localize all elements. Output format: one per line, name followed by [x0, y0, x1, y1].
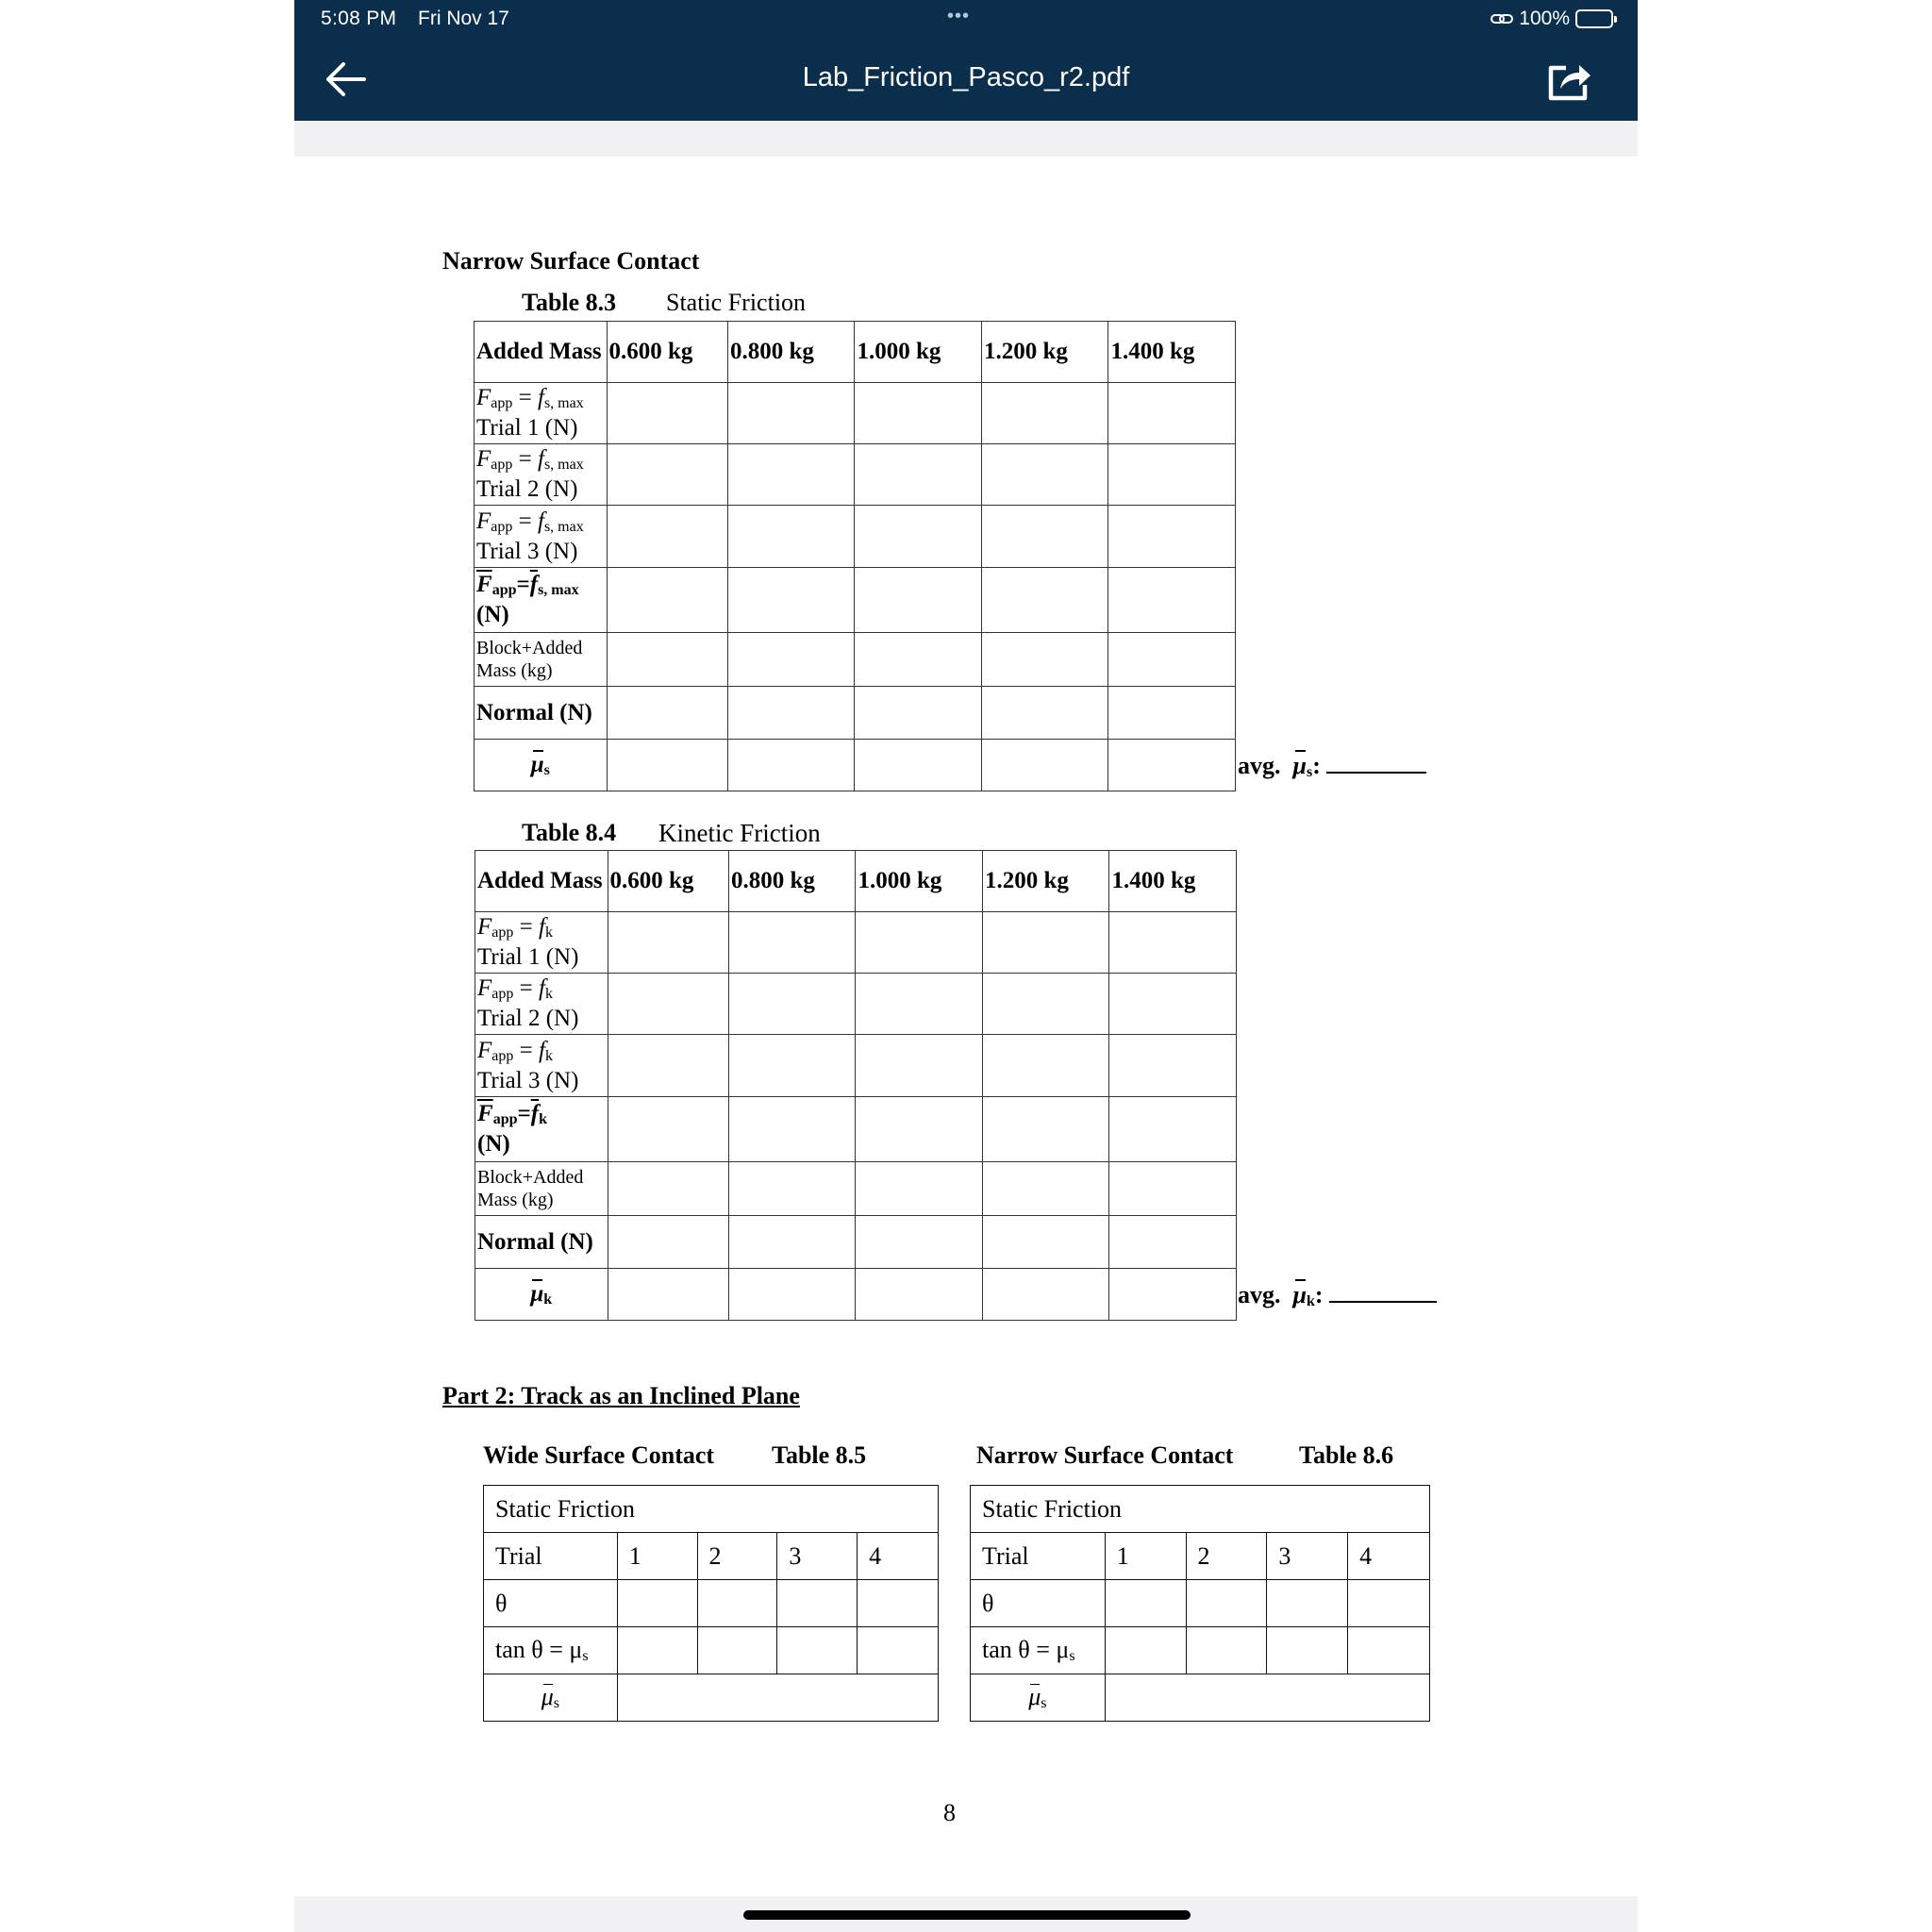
table86-trial-4: 4: [1348, 1533, 1430, 1580]
table83-cell[interactable]: [727, 383, 855, 444]
table84-cell[interactable]: [728, 1269, 856, 1321]
table86-mu-cell[interactable]: [1105, 1674, 1429, 1722]
table84-cell[interactable]: [856, 1216, 983, 1269]
pdf-viewer: [294, 0, 1638, 1932]
table83-cell[interactable]: [607, 633, 727, 687]
table84-cell[interactable]: [856, 974, 983, 1035]
table85-title: Static Friction: [484, 1486, 939, 1533]
table84-cell[interactable]: [1109, 974, 1237, 1035]
table86-theta-label: θ: [971, 1580, 1106, 1627]
table84-mass-3: 1.200 kg: [982, 851, 1109, 912]
status-battery-group: [1491, 8, 1613, 30]
table83-row-trial1: $F_{app} = f_{s, max}$ Trial 1 (N): [475, 383, 608, 444]
table83-cell[interactable]: [981, 506, 1108, 568]
toolbar-strip: [294, 121, 1638, 157]
table83-cell[interactable]: [981, 383, 1108, 444]
page-number: 8: [943, 1799, 956, 1826]
table84-average-label: avg. $\mu_k$:: [1238, 1281, 1437, 1310]
table86-mu-label: $\mu_s$: [971, 1674, 1106, 1722]
table84-cell[interactable]: [608, 1162, 728, 1216]
table86-tan-label: $\tan \theta = \mu_s$: [971, 1627, 1106, 1674]
table83-cell[interactable]: [607, 383, 727, 444]
table85-section: Wide Surface Contact: [483, 1441, 715, 1469]
table83-average-blank[interactable]: [1326, 770, 1426, 774]
table83-row-normal: Normal (N): [475, 687, 608, 740]
table83-mass-3: 1.200 kg: [981, 322, 1108, 383]
table83-cell[interactable]: [607, 444, 727, 506]
table83-row-trial3: $F_{app} = f_{s, max}$ Trial 3 (N): [475, 506, 608, 568]
table85-cell[interactable]: [617, 1580, 697, 1627]
table83-mass-4: 1.400 kg: [1108, 322, 1236, 383]
table83-cell[interactable]: [1108, 506, 1236, 568]
table83-cell[interactable]: [1108, 444, 1236, 506]
table83-cell[interactable]: [607, 568, 727, 633]
table86-cell[interactable]: [1348, 1627, 1430, 1674]
table84-cell[interactable]: [1109, 1269, 1237, 1321]
table84-row-mu: $\mu_k$: [475, 1269, 608, 1321]
table84-corner: Added Mass: [475, 851, 608, 912]
table83-cell[interactable]: [855, 740, 982, 791]
table84-cell[interactable]: [608, 912, 728, 974]
table83-mass-2: 1.000 kg: [855, 322, 982, 383]
table84-label: Table 8.4: [522, 819, 617, 846]
table85-trial-3: 3: [777, 1533, 858, 1580]
table85-tan-label: $\tan \theta = \mu_s$: [484, 1627, 618, 1674]
table83-cell[interactable]: [727, 568, 855, 633]
table83-cell[interactable]: [727, 687, 855, 740]
table83-cell[interactable]: [981, 633, 1108, 687]
table84-mass-0: 0.600 kg: [608, 851, 728, 912]
table85-mu-label: $\mu_s$: [484, 1674, 618, 1722]
table84-cell[interactable]: [856, 1035, 983, 1097]
table85-cell[interactable]: [617, 1627, 697, 1674]
table84-cell[interactable]: [1109, 1097, 1237, 1162]
table84-cell[interactable]: [608, 1035, 728, 1097]
home-indicator[interactable]: [743, 1910, 1191, 1920]
table83-cell[interactable]: [727, 633, 855, 687]
table84-cell[interactable]: [1109, 1216, 1237, 1269]
table84-row-block-mass: Block+Added Mass (kg): [475, 1162, 608, 1216]
table86-cell[interactable]: [1105, 1627, 1186, 1674]
table83-cell[interactable]: [1108, 633, 1236, 687]
table86-cell[interactable]: [1267, 1580, 1348, 1627]
table83-cell[interactable]: [727, 444, 855, 506]
table86-title: Static Friction: [971, 1486, 1430, 1533]
table84-cell[interactable]: [1109, 912, 1237, 974]
table84-cell[interactable]: [728, 1216, 856, 1269]
table85-cell[interactable]: [777, 1627, 858, 1674]
battery-icon: [1575, 9, 1613, 28]
table84-row-trial3: $F_{app} = f_k$ Trial 3 (N): [475, 1035, 608, 1097]
table83-label: Table 8.3: [522, 289, 617, 316]
table83-cell[interactable]: [855, 633, 982, 687]
table85-cell[interactable]: [858, 1627, 939, 1674]
table86-trial-2: 2: [1186, 1533, 1267, 1580]
table83-cell[interactable]: [855, 687, 982, 740]
table84-cell[interactable]: [608, 1097, 728, 1162]
table83-cell[interactable]: [1108, 383, 1236, 444]
table83-cell[interactable]: [981, 687, 1108, 740]
table85-cell[interactable]: [858, 1580, 939, 1627]
table83-row-mu: $\mu_s$: [475, 740, 608, 791]
table83-mass-0: 0.600 kg: [607, 322, 727, 383]
table83-cell[interactable]: [981, 568, 1108, 633]
table84-cell[interactable]: [728, 1035, 856, 1097]
table86-trial-1: 1: [1105, 1533, 1186, 1580]
table85-trial-1: 1: [617, 1533, 697, 1580]
table86-cell[interactable]: [1105, 1580, 1186, 1627]
table84-cell[interactable]: [608, 1269, 728, 1321]
table84-cell[interactable]: [728, 1097, 856, 1162]
table84: [475, 850, 1237, 1321]
table85-label: Table 8.5: [772, 1441, 867, 1469]
table83-mass-1: 0.800 kg: [727, 322, 855, 383]
table83: [474, 321, 1236, 791]
part2-heading: Part 2: Track as an Inclined Plane: [442, 1382, 800, 1409]
table86-cell[interactable]: [1186, 1580, 1267, 1627]
table85-trial-2: 2: [697, 1533, 777, 1580]
table84-mass-2: 1.000 kg: [856, 851, 983, 912]
table86-cell[interactable]: [1186, 1627, 1267, 1674]
table84-cell[interactable]: [728, 912, 856, 974]
table85-cell[interactable]: [697, 1627, 777, 1674]
table86-label: Table 8.6: [1299, 1441, 1394, 1469]
table85-trial-4: 4: [858, 1533, 939, 1580]
multitasking-dots-icon[interactable]: •••: [947, 6, 971, 26]
table85-trial-label: Trial: [484, 1533, 618, 1580]
table86-trial-label: Trial: [971, 1533, 1106, 1580]
table84-row-average: $\overline{F}_{app}=\overline{f}_k$ (N): [475, 1097, 608, 1162]
table84-cell[interactable]: [982, 1097, 1109, 1162]
table85: [483, 1485, 939, 1722]
status-date: Fri Nov 17: [418, 8, 509, 29]
share-icon[interactable]: [1545, 58, 1592, 102]
table84-row-trial1: $F_{app} = f_k$ Trial 1 (N): [475, 912, 608, 974]
table84-caption: Kinetic Friction: [658, 819, 821, 847]
table83-cell[interactable]: [855, 568, 982, 633]
table83-row-block-mass: Block+Added Mass (kg): [475, 633, 608, 687]
table84-mass-4: 1.400 kg: [1109, 851, 1237, 912]
table86-cell[interactable]: [1267, 1627, 1348, 1674]
table83-cell[interactable]: [981, 740, 1108, 791]
table84-cell[interactable]: [1109, 1035, 1237, 1097]
table84-average-blank[interactable]: [1329, 1299, 1437, 1303]
table83-cell[interactable]: [607, 687, 727, 740]
table83-cell[interactable]: [727, 506, 855, 568]
table83-row-average: $\overline{F}_{app}=\overline{f}_{s, max}$ (N): [475, 568, 608, 633]
table84-cell[interactable]: [982, 1269, 1109, 1321]
navigation-bar: [294, 0, 1638, 121]
table85-mu-cell[interactable]: [617, 1674, 938, 1722]
table84-cell[interactable]: [608, 1216, 728, 1269]
table83-cell[interactable]: [727, 740, 855, 791]
table84-cell[interactable]: [728, 974, 856, 1035]
table84-cell[interactable]: [982, 1216, 1109, 1269]
table83-caption: Static Friction: [666, 289, 807, 316]
table84-mass-1: 0.800 kg: [728, 851, 856, 912]
table83-cell[interactable]: [855, 506, 982, 568]
table85-cell[interactable]: [697, 1580, 777, 1627]
table86-trial-3: 3: [1267, 1533, 1348, 1580]
table83-average-label: avg. $\mu_s$:: [1238, 752, 1426, 781]
table84-cell[interactable]: [856, 912, 983, 974]
table84-cell[interactable]: [1109, 1162, 1237, 1216]
table84-cell[interactable]: [856, 1269, 983, 1321]
table84-row-trial2: $F_{app} = f_k$ Trial 2 (N): [475, 974, 608, 1035]
table84-cell[interactable]: [728, 1162, 856, 1216]
table83-row-trial2: $F_{app} = f_{s, max}$ Trial 2 (N): [475, 444, 608, 506]
table84-row-normal: Normal (N): [475, 1216, 608, 1269]
document-title: Lab_Friction_Pasco_r2.pdf: [802, 62, 1130, 92]
table83-cell[interactable]: [1108, 740, 1236, 791]
table84-cell[interactable]: [982, 1162, 1109, 1216]
section-heading: Narrow Surface Contact: [442, 247, 700, 275]
table85-theta-label: θ: [484, 1580, 618, 1627]
status-time: 5:08 PM: [321, 8, 397, 29]
table83-cell[interactable]: [607, 506, 727, 568]
table84-cell[interactable]: [856, 1162, 983, 1216]
table84-cell[interactable]: [982, 912, 1109, 974]
table83-cell[interactable]: [1108, 568, 1236, 633]
table84-cell[interactable]: [982, 1035, 1109, 1097]
table86-cell[interactable]: [1348, 1580, 1430, 1627]
table84-cell[interactable]: [856, 1097, 983, 1162]
table83-cell[interactable]: [607, 740, 727, 791]
table86-section: Narrow Surface Contact: [976, 1441, 1234, 1469]
table85-cell[interactable]: [777, 1580, 858, 1627]
table86: [970, 1485, 1430, 1722]
table83-cell[interactable]: [855, 383, 982, 444]
link-icon: [1491, 12, 1513, 25]
table84-cell[interactable]: [608, 974, 728, 1035]
table83-cell[interactable]: [981, 444, 1108, 506]
table83-cell[interactable]: [855, 444, 982, 506]
table83-cell[interactable]: [1108, 687, 1236, 740]
battery-percent: 100%: [1519, 8, 1570, 29]
table84-cell[interactable]: [982, 974, 1109, 1035]
table83-corner: Added Mass: [475, 322, 608, 383]
